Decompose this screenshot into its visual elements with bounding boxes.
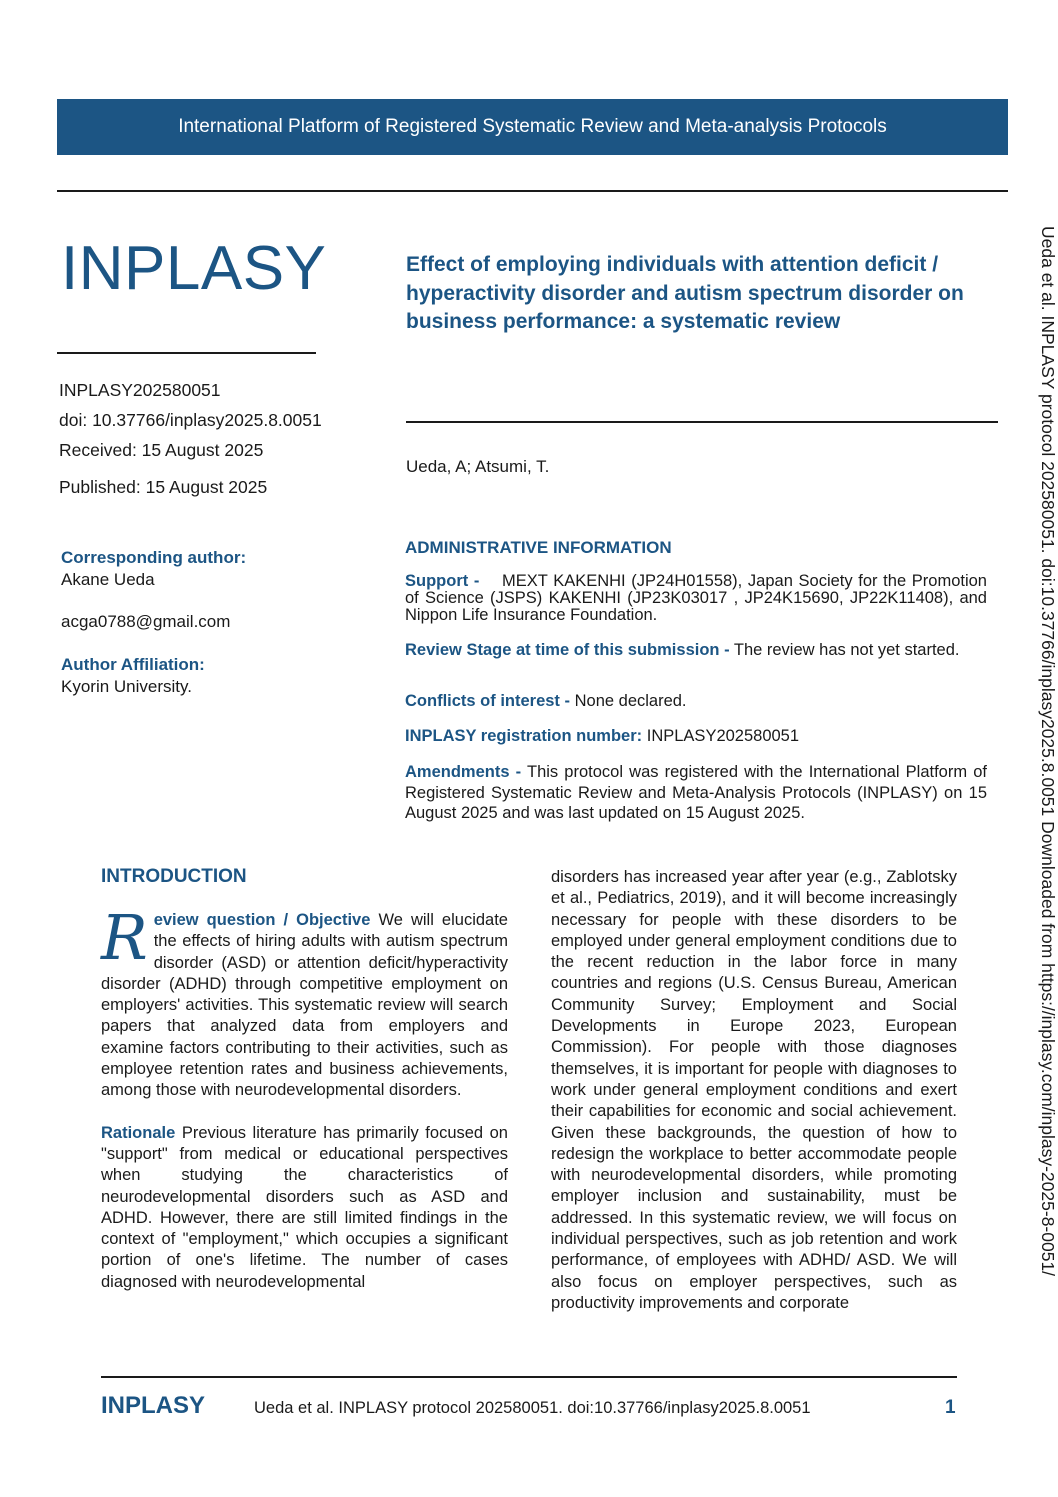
review-question-label: eview question / Objective	[153, 911, 371, 929]
corresponding-author-label: Corresponding author:	[61, 548, 247, 567]
conflicts-label: Conflicts of interest -	[405, 692, 571, 710]
administrative-information-heading: ADMINISTRATIVE INFORMATION	[405, 538, 672, 557]
conflicts-section	[405, 693, 987, 710]
author-affiliation-label: Author Affiliation:	[61, 655, 205, 674]
amendments-text: This protocol was registered with the International Platform of Registered Systematic Review and Meta-Analysis Protocols (INPLASY) on 15 August 2025 and was last updated on 15 August 2025.	[405, 763, 987, 822]
rationale-label: Rationale	[101, 1123, 176, 1142]
registration-number-label: INPLASY registration number:	[405, 727, 643, 745]
support-section	[405, 573, 987, 624]
header-divider	[57, 190, 1008, 192]
authors: Ueda, A; Atsumi, T.	[406, 457, 550, 476]
inplasy-logo: INPLASY	[61, 234, 327, 303]
logo-divider	[57, 352, 316, 354]
review-stage-section	[405, 642, 987, 659]
conflicts-text: None declared.	[574, 692, 687, 710]
rationale-text: Previous literature has primarily focused on "support" from medical or educational perspectives when studying the characteristics of neurodevelopmental disorders such as ASD and ADHD. However, there are still limited findings in the context of "employment," which occupies a significant portion of one's lifetime. The number of cases diagnosed with neurodevelopmental	[101, 1123, 508, 1291]
footer-citation: Ueda et al. INPLASY protocol 202580051. doi:10.37766/inplasy2025.8.0051	[254, 1399, 811, 1417]
support-label: Support -	[405, 572, 480, 590]
paper-title: Effect of employing individuals with attention deficit / hyperactivity disorder and autism spectrum disorder on business performance: a systematic review	[406, 253, 964, 333]
side-download-notice: Ueda et al. INPLASY protocol 202580051. doi:10.37766/inplasy2025.8.0051 Downloaded from https://inplasy.com/inplasy-2025-8-0051/	[1038, 226, 1058, 1277]
registration-number-text: INPLASY202580051	[646, 727, 800, 745]
introduction-right-column	[551, 867, 957, 1314]
review-stage-text: The review has not yet started.	[733, 641, 960, 659]
page-number: 1	[945, 1397, 956, 1418]
published-date: Published: 15 August 2025	[59, 477, 268, 497]
registration-number-section	[405, 728, 987, 745]
review-question-paragraph	[101, 901, 508, 1102]
title-divider	[406, 421, 998, 423]
banner-text: International Platform of Registered Systematic Review and Meta-analysis Protocols	[178, 116, 887, 137]
review-question-text: We will elucidate the effects of hiring adults with autism spectrum disorder (ASD) or attention deficit/hyperactivity disorder (ADHD) through competitive employment on employers' activities. This systematic review will search papers that analyzed data from employers and examine factors contributing to their activities, such as employee retention rates and business achievements, among those with neurodevelopmental disorders.	[101, 911, 508, 1100]
review-stage-label: Review Stage at time of this submission -	[405, 641, 730, 659]
amendments-section	[405, 762, 987, 824]
drop-cap: R	[101, 901, 148, 974]
corresponding-author-name: Akane Ueda	[61, 570, 155, 589]
received-date: Received: 15 August 2025	[59, 440, 264, 460]
rationale-paragraph	[101, 1123, 508, 1293]
registration-id: INPLASY202580051	[59, 380, 221, 400]
footer-divider	[101, 1376, 957, 1378]
right-column-text: disorders has increased year after year (e.g., Zablotsky et al., Pediatrics, 2019), and it will become increasingly necessary for people with these disorders to be employed under general employment conditions due to the recent reduction in the labor force in many countries and regions (U.S. Census Bureau, American Community Survey; Employment and Social Developments in Europe 2023, European Commission). For people with those diagnoses themselves, it is important for people with diagnoses to work under general employment conditions and exert their capabilities for economic and social achievement. Given these backgrounds, the question of how to redesign the workplace to better accommodate people with neurodevelopmental disorders, while promoting employer inclusion and sustainability, must be addressed. In this systematic review, we will focus on individual perspectives, such as job retention and work performance, of employees with ADHD/ ASD. We will also focus on employer perspectives, such as productivity improvements and corporate	[551, 868, 957, 1312]
introduction-heading: INTRODUCTION	[101, 866, 247, 887]
author-affiliation: Kyorin University.	[61, 677, 192, 696]
header-banner	[57, 99, 1008, 155]
doi: doi: 10.37766/inplasy2025.8.0051	[59, 410, 322, 430]
support-text: MEXT KAKENHI (JP24H01558), Japan Society for the Promotion of Science (JSPS) KAKENHI (JP23K03017 , JP24K15690, JP22K11408), and Nippon Life Insurance Foundation.	[405, 572, 987, 624]
footer-logo: INPLASY	[101, 1392, 206, 1419]
introduction-left-column	[101, 901, 508, 1293]
amendments-label: Amendments -	[405, 763, 522, 781]
author-email[interactable]: acga0788@gmail.com	[61, 612, 231, 631]
